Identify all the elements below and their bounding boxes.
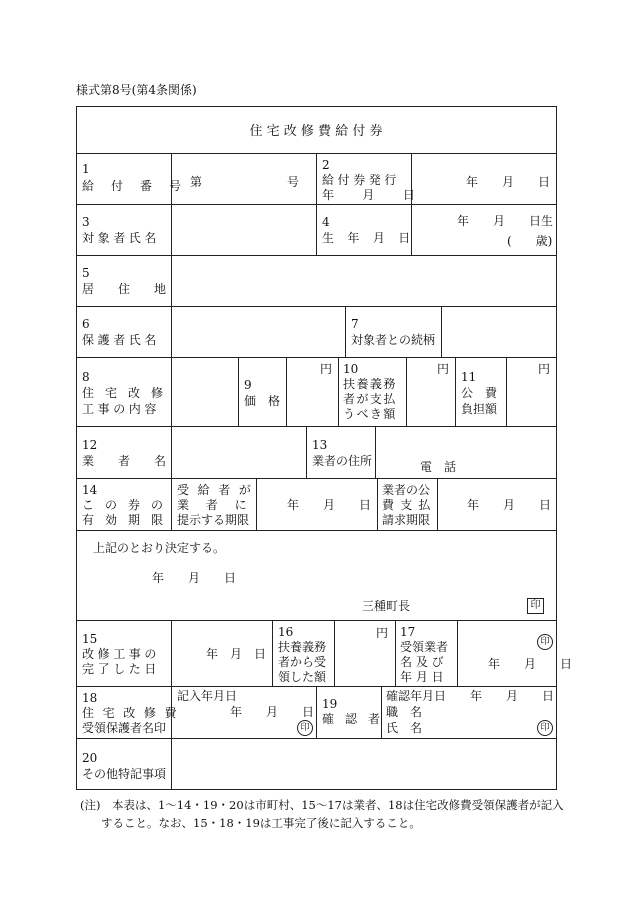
field-label: 扶養義務 [343, 377, 397, 391]
field-number: 13 [312, 438, 328, 452]
field-number: 18 [82, 691, 98, 705]
frame-bottom [76, 789, 556, 790]
col-line [345, 306, 346, 357]
field-label: 改修工事の [82, 647, 161, 661]
field-label: 職 名 [386, 705, 423, 719]
row-line [76, 530, 556, 531]
col-line [455, 357, 456, 426]
field-number: 4 [322, 215, 330, 229]
field-number: 12 [82, 438, 98, 452]
frame-top [76, 106, 556, 107]
field-number: 5 [82, 266, 90, 280]
field-label: 生 年 月 日 [322, 231, 416, 245]
field-number: 17 [400, 625, 416, 639]
field-label: 住 宅 改 修 費 [82, 706, 179, 720]
yen-unit: 円 [376, 626, 389, 640]
field-label: 業 者 名 [82, 454, 167, 468]
col-line [256, 478, 257, 530]
col-line [286, 357, 287, 426]
field-label: 確認年月日 [386, 689, 447, 703]
row-line [76, 738, 556, 739]
field-label: その他特記事項 [82, 767, 167, 781]
frame-left [76, 106, 77, 790]
field-number: 2 [322, 158, 330, 172]
row-line [76, 478, 556, 479]
field-number: 6 [82, 317, 90, 331]
field-label: 確 認 者 [322, 712, 384, 726]
field-label: 居 住 地 [82, 282, 167, 296]
field-label: 年 月 日 [400, 670, 444, 684]
col-line [395, 620, 396, 686]
field-value: ( 歳) [507, 234, 553, 248]
field-label: 負担額 [461, 402, 498, 416]
seal-stamp-icon: 印 [537, 720, 553, 736]
field-date: 年 月 日 [287, 498, 372, 512]
field-date: 年 月 日 [470, 689, 555, 703]
field-number: 11 [461, 370, 477, 384]
footnote-line1: (注) 本表は、1〜14・19・20は市町村、15〜17は業者、18は住宅改修費受領保護者が記入 [80, 798, 564, 812]
seal-stamp-icon: 印 [527, 598, 544, 614]
field-label: 業者の住所 [312, 454, 373, 468]
col-line [375, 426, 376, 478]
decision-date: 年 月 日 [152, 571, 237, 585]
col-line [437, 478, 438, 530]
field-label: 有 効 期 限 [82, 513, 167, 527]
yen-unit: 円 [320, 362, 333, 376]
field-label: 工事の内容 [82, 402, 161, 416]
field-number: 3 [82, 215, 90, 229]
seal-stamp-icon: 印 [537, 634, 553, 650]
row-line [76, 620, 556, 621]
col-line [334, 620, 335, 686]
field-date: 年 月 日 [467, 498, 552, 512]
field-label: 対象者との続柄 [351, 333, 436, 347]
col-line [316, 686, 317, 738]
field-label: 者が支払 [343, 392, 397, 406]
field-label: 業者の公 [382, 483, 431, 497]
col-line [306, 426, 307, 478]
form-label: 様式第8号(第4条関係) [76, 83, 197, 97]
field-label: 住 宅 改 修 [82, 386, 167, 400]
field-label: 請求期限 [382, 513, 431, 527]
field-number: 16 [278, 625, 294, 639]
field-label: 給 付 番 号 [82, 179, 188, 193]
field-label: 領した額 [278, 670, 327, 684]
field-number: 7 [351, 317, 359, 331]
field-number: 8 [82, 370, 90, 384]
col-line [316, 153, 317, 255]
field-value: 第 [190, 175, 203, 189]
col-line [457, 620, 458, 686]
row-line [76, 306, 556, 307]
decision-text: 上記のとおり決定する。 [93, 541, 226, 555]
field-label: 受領保護者名印 [82, 721, 167, 735]
col-line [377, 478, 378, 530]
frame-right [556, 106, 557, 790]
yen-unit: 円 [437, 362, 450, 376]
field-label: 公 費 [461, 386, 498, 400]
footnote-line2: すること。なお、15・18・19は工事完了後に記入すること。 [101, 816, 421, 830]
field-label: 給付券発行 [322, 173, 401, 187]
col-line [238, 357, 239, 426]
form-title: 住 宅 改 修 費 給 付 券 [249, 124, 383, 139]
field-label: 業 者 に [177, 498, 250, 512]
field-date: 年 月 日 [206, 647, 267, 661]
field-label: こ の 券 の [82, 498, 167, 512]
field-label: 扶養義務 [278, 640, 327, 654]
row-line [76, 255, 556, 256]
field-label: 受領業者 [400, 640, 449, 654]
field-number: 1 [82, 162, 90, 176]
field-number: 19 [322, 697, 338, 711]
field-label: 電 話 [420, 460, 457, 474]
col-line [272, 620, 273, 686]
field-number: 14 [82, 483, 98, 497]
field-number: 9 [244, 378, 252, 392]
field-label: 費 支 払 [382, 498, 432, 512]
col-line [171, 153, 172, 530]
col-line [441, 306, 442, 357]
field-label: 提示する期限 [177, 513, 250, 527]
field-label: うべき額 [343, 407, 397, 421]
mayor-name: 三種町長 [362, 599, 411, 613]
col-line [406, 357, 407, 426]
field-label: 記入年月日 [177, 689, 238, 703]
field-label: 対象者氏名 [82, 231, 161, 245]
field-label: 受 給 者 が [177, 483, 254, 497]
field-number: 10 [343, 362, 359, 376]
field-label: 完了した日 [82, 662, 161, 676]
field-label: 価 格 [244, 394, 281, 408]
col-line [506, 357, 507, 426]
field-label: 氏 名 [386, 721, 423, 735]
field-value: 号 [287, 175, 300, 189]
field-number: 15 [82, 632, 98, 646]
row-line [76, 426, 556, 427]
col-line [338, 357, 339, 426]
field-label: 者から受 [278, 655, 327, 669]
yen-unit: 円 [538, 362, 551, 376]
field-label: 名 及 び [400, 655, 444, 669]
field-date: 年 月 日 [466, 175, 551, 189]
field-date: 年 月 日 [488, 657, 573, 671]
seal-stamp-icon: 印 [297, 720, 313, 736]
field-date: 年 月 日生 [457, 214, 554, 228]
field-date: 年 月 日 [230, 705, 315, 719]
field-number: 20 [82, 751, 98, 765]
field-label: 年 月 日 [322, 188, 420, 202]
field-label: 保護者氏名 [82, 333, 161, 347]
row-line [76, 357, 556, 358]
